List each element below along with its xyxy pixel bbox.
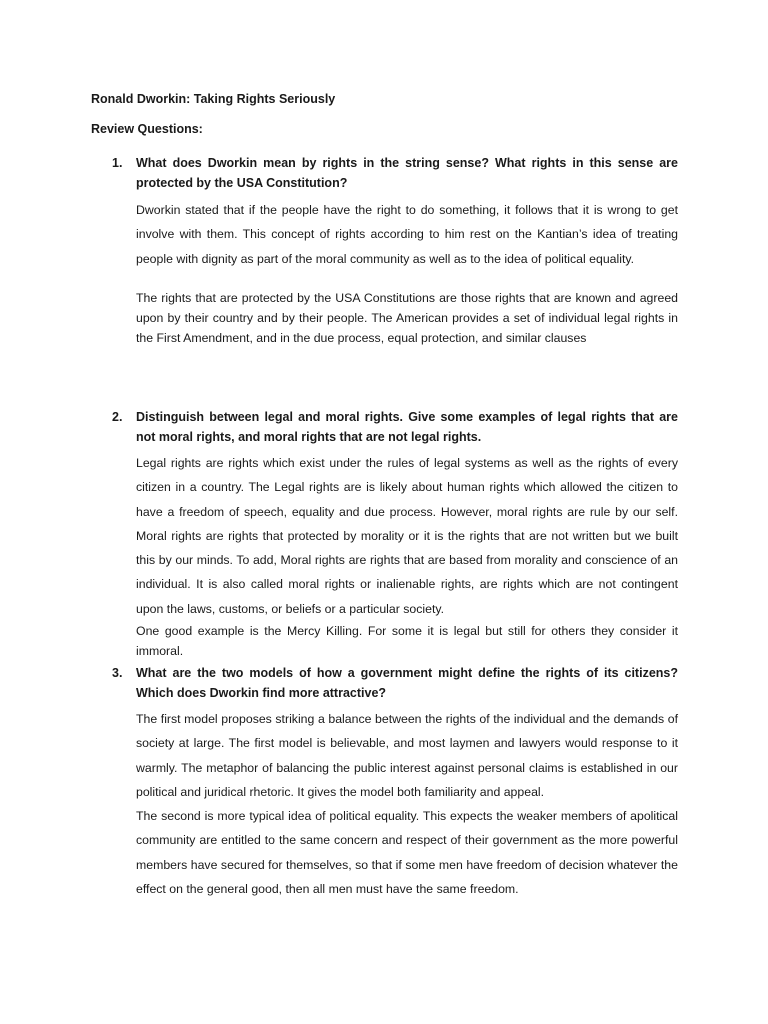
answer-paragraph: Legal rights are rights which exist under the rules of legal systems as well as the rights of every citizen in a country. The Legal rights are is likely about human rights which allowed the citizen to have a freedom of speech, equality and due process. However, moral rights are rule by our self. Moral rights are rights that protected by morality or it is the rights that are not written but we built this by our minds. To add, Moral rights are rights that are based from morality and conscience of an individual. It is also called moral rights or inalienable rights, are rights which are not contingent upon the laws, customs, or beliefs or a particular society. [136, 456, 678, 616]
question-1-header [112, 153, 678, 193]
question-3-header [112, 663, 678, 703]
section-heading: Review Questions: [91, 122, 203, 136]
question-2-header [112, 407, 678, 447]
question-text: Distinguish between legal and moral rights. Give some examples of legal rights that are not moral rights, and moral rights that are not legal rights. [136, 410, 678, 444]
document-title: Ronald Dworkin: Taking Rights Seriously [91, 92, 336, 106]
question-number: 1. [112, 156, 123, 170]
question-2 [112, 407, 678, 661]
answer-paragraph: The second is more typical idea of political equality. This expects the weaker members of apolitical community are entitled to the same concern and respect of their government as the more powerful members have secured for themselves, so that if some men have freedom of decision whatever the effect on the general good, then all men must have the same freedom. [136, 809, 678, 897]
answer-paragraph: One good example is the Mercy Killing. For some it is legal but still for others they consider it immoral. [136, 624, 678, 659]
question-1 [112, 153, 678, 348]
question-number: 3. [112, 666, 123, 680]
question-text: What are the two models of how a government might define the rights of its citizens? Which does Dworkin find more attractive? [136, 666, 678, 700]
answer-paragraph: Dworkin stated that if the people have the right to do something, it follows that it is wrong to get involve with them. This concept of rights according to him rest on the Kantian’s idea of treating people with dignity as part of the moral community as well as to the idea of political equality. [136, 203, 678, 266]
question-number: 2. [112, 410, 123, 424]
question-text: What does Dworkin mean by rights in the string sense? What rights in this sense are protected by the USA Constitution? [136, 156, 678, 190]
question-3 [112, 663, 678, 901]
answer-paragraph: The rights that are protected by the USA Constitutions are those rights that are known and agreed upon by their country and by their people. The American provides a set of individual legal rights in the First Amendment, and in the due process, equal protection, and similar clauses [136, 290, 678, 345]
answer-paragraph: The first model proposes striking a balance between the rights of the individual and the demands of society at large. The first model is believable, and most laymen and lawyers would response to it warmly. The metaphor of balancing the public interest against personal claims is established in our political and juridical rhetoric. It gives the model both familiarity and appeal. [136, 712, 678, 799]
answer-3 [136, 707, 678, 901]
answer-2 [136, 451, 678, 661]
answer-1 [136, 198, 678, 348]
